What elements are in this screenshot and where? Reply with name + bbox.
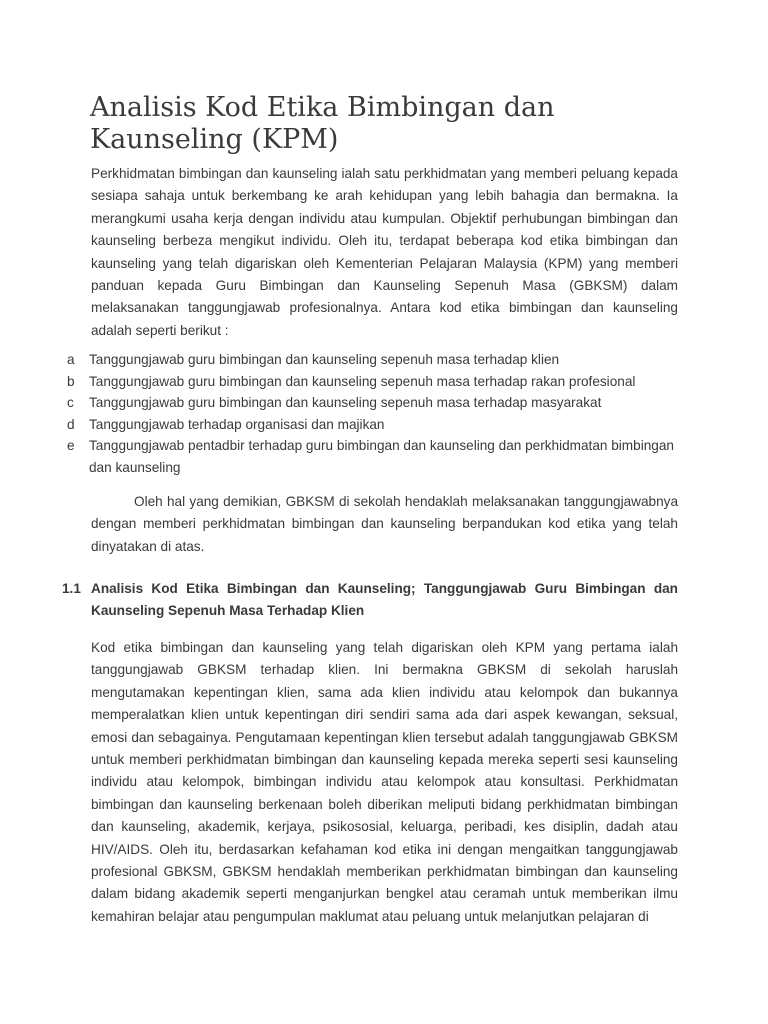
list-marker: e	[67, 438, 75, 453]
section-heading-text: Analisis Kod Etika Bimbingan dan Kaunseling; Tanggungjawab Guru Bimbingan dan Kaunseling Sepenuh Masa Terhadap Klien	[91, 581, 678, 619]
list-item	[0, 371, 678, 393]
intro-paragraph: Perkhidmatan bimbingan dan kaunseling ialah satu perkhidmatan yang memberi peluang kepada sesiapa sahaja untuk berkembang ke arah kehidupan yang lebih bahagia dan bermakna. Ia merangkumi usaha kerja dengan individu atau kumpulan. Objektif perhubungan bimbingan dan kaunseling berbeza mengikut individu. Oleh itu, terdapat beberapa kod etika bimbingan dan kaunseling yang telah digariskan oleh Kementerian Pelajaran Malaysia (KPM) yang memberi panduan kepada Guru Bimbingan dan Kaunseling Sepenuh Masa (GBKSM) dalam melaksanakan tanggungjawab profesionalnya. Antara kod etika bimbingan dan kaunseling adalah seperti berikut :	[91, 166, 678, 338]
list-item	[0, 392, 678, 414]
conclusion-paragraph: Oleh hal yang demikian, GBKSM di sekolah hendaklah melaksanakan tanggungjawabnya dengan memberi perkhidmatan bimbingan dan kaunseling berpandukan kod etika yang telah dinyatakan di atas.	[91, 494, 678, 554]
list-item-text: Tanggungjawab guru bimbingan dan kaunseling sepenuh masa terhadap masyarakat	[89, 395, 602, 410]
list-item-text: Tanggungjawab guru bimbingan dan kaunseling sepenuh masa terhadap klien	[89, 352, 560, 367]
list-item-text: Tanggungjawab terhadap organisasi dan majikan	[89, 416, 385, 432]
ethics-code-list	[0, 349, 768, 478]
section-number: 1.1	[62, 581, 81, 596]
page-title: Analisis Kod Etika Bimbingan dan Kaunseling (KPM)	[90, 92, 555, 155]
list-item	[0, 414, 678, 436]
list-marker: c	[67, 395, 74, 410]
section-body-paragraph: Kod etika bimbingan dan kaunseling yang telah digariskan oleh KPM yang pertama ialah tanggungjawab GBKSM terhadap klien. Ini bermakna GBKSM di sekolah haruslah mengutamakan kepentingan klien, sama ada klien individu atau kelompok dan bukannya memperalatkan klien untuk kepentingan diri sendiri sama ada dari aspek kewangan, seksual, emosi dan sebagainya. Pengutamaan kepentingan klien tersebut adalah tanggungjawab GBKSM untuk memberi perkhidmatan bimbingan dan kaunseling kepada mereka seperti sesi kaunseling individu atau kelompok, bimbingan individu atau kelompok atau konsultasi. Perkhidmatan bimbingan dan kaunseling berkenaan boleh diberikan meliputi bidang perkhidmatan bimbingan dan kaunseling, akademik, kerjaya, psikososial, keluarga, peribadi, kes disiplin, dadah atau HIV/AIDS. Oleh itu, berdasarkan kefahaman kod etika ini dengan mengaitkan tanggungjawab profesional GBKSM, GBKSM hendaklah memberikan perkhidmatan bimbingan dan kaunseling dalam bidang akademik seperti menganjurkan bengkel atau ceramah untuk memberikan ilmu kemahiran belajar atau pengumpulan maklumat atau peluang untuk melanjutkan pelajaran di	[91, 640, 678, 924]
list-marker: d	[67, 416, 75, 432]
list-item-text: Tanggungjawab guru bimbingan dan kaunseling sepenuh masa terhadap rakan profesional	[89, 373, 636, 389]
list-item	[0, 349, 678, 371]
list-marker: b	[67, 373, 75, 389]
list-item	[0, 435, 678, 478]
list-item-text: Tanggungjawab pentadbir terhadap guru bimbingan dan kaunseling dan perkhidmatan bimbingan dan kaunseling	[89, 438, 674, 475]
list-marker: a	[67, 352, 75, 367]
section-heading	[60, 578, 678, 623]
